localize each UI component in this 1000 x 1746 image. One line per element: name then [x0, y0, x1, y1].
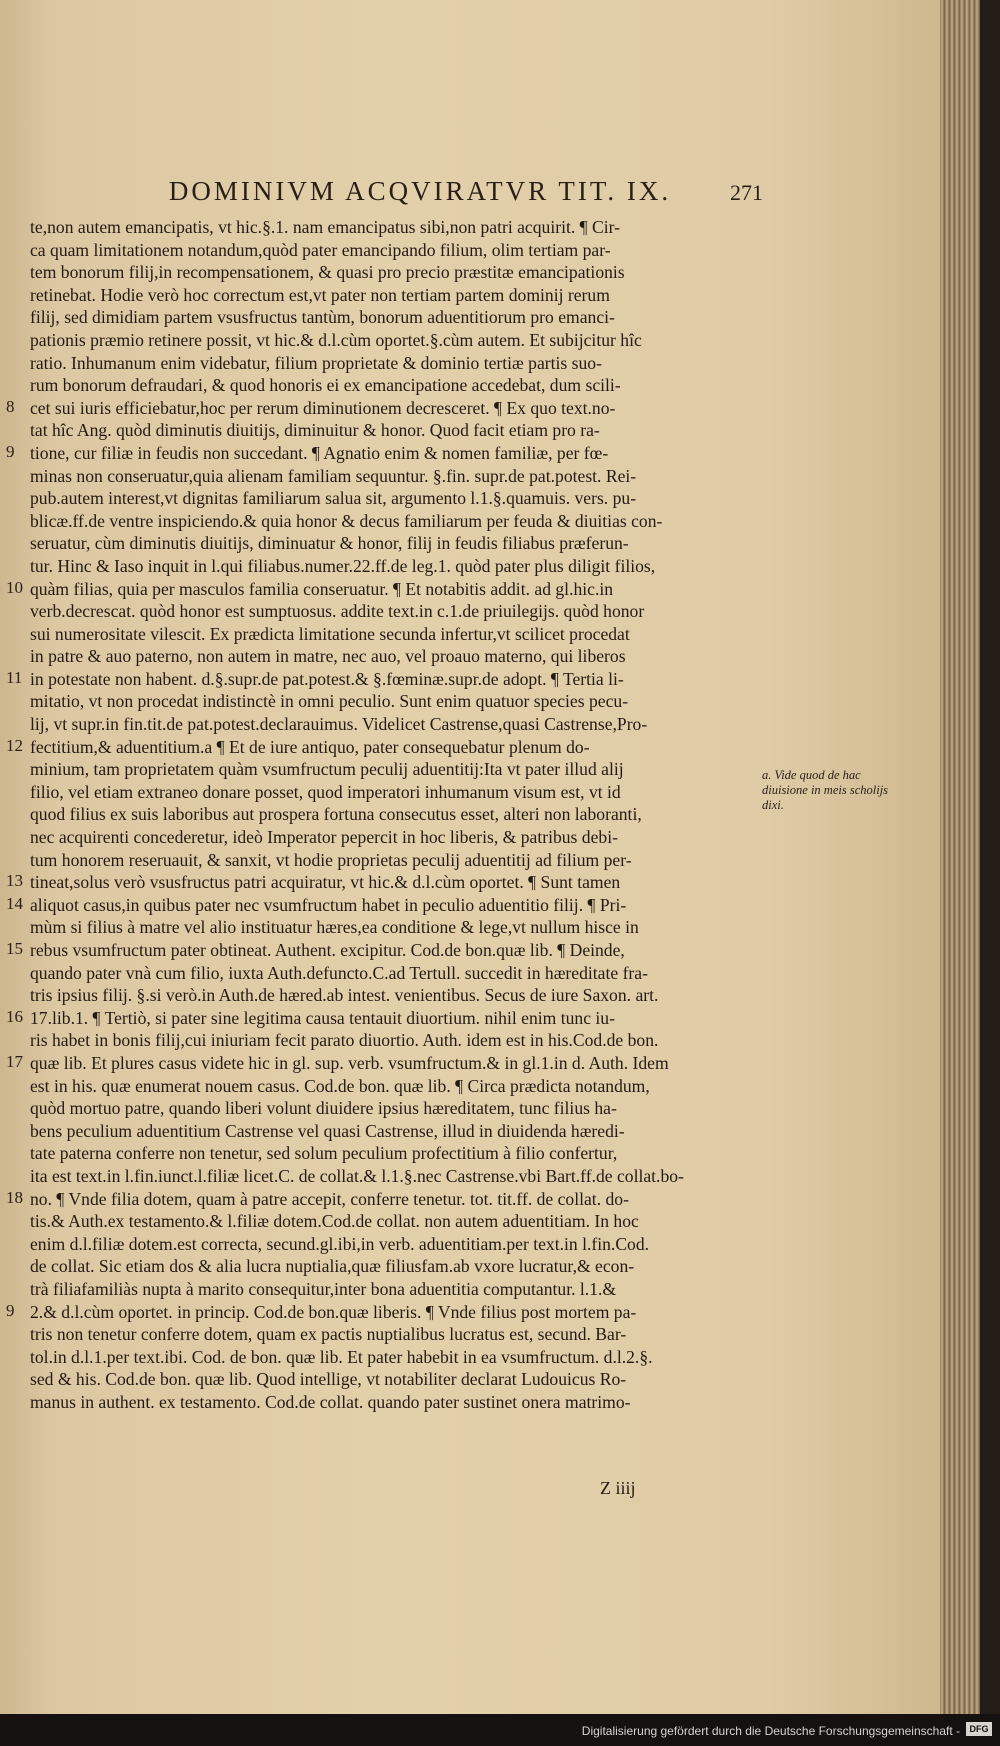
body-line: bens peculium aduentitium Castrense vel quasi Castrense, illud in diuidenda hæredi- — [30, 1120, 625, 1141]
body-line: nec acquirenti concederetur, ideò Imperator pepercit in hoc liberis, & patribus debi- — [30, 827, 618, 848]
body-line: tis.& Auth.ex testamento.& l.filiæ dotem.Cod.de collat. non autem aduentitiam. In hoc — [30, 1211, 639, 1232]
body-line: trà filiafamiliàs nupta à marito consequitur,inter bona aduentitia computantur. l.1.& — [30, 1278, 617, 1299]
margin-number: 13 — [6, 871, 23, 891]
footer-credit: Digitalisierung gefördert durch die Deutsche Forschungsgemeinschaft - — [581, 1724, 960, 1738]
body-line: lij, vt supr.in fin.tit.de pat.potest.declarauimus. Videlicet Castrense,quasi Castrense,Pro- — [30, 714, 648, 735]
body-line: ca quam limitationem notandum,quòd pater emancipando filium, olim tertiam par- — [30, 239, 611, 260]
body-line: tris ipsius filij. §.si verò.in Auth.de hæred.ab intest. venientibus. Secus de iure Saxon. art. — [30, 985, 659, 1006]
margin-numbers — [6, 216, 30, 1466]
body-line: ratio. Inhumanum enim videbatur, filium proprietate & dominio tertiæ partis suo- — [30, 352, 602, 373]
body-text — [30, 216, 770, 1466]
signature-mark: Z iiij — [600, 1478, 636, 1498]
body-line: quòd mortuo patre, quando liberi volunt diuidere ipsius hæreditatem, tunc filius ha- — [30, 1098, 617, 1119]
body-line: enim d.l.filiæ dotem.est correcta, secund.gl.ibi,in verb. aduentitiam.per text.in l.fin.Cod. — [30, 1233, 650, 1254]
body-line: quod filius ex suis laboribus aut prospera fortuna consecutus esset, alteri non laboranti, — [30, 804, 642, 825]
body-line: pationis præmio retinere possit, vt hic.& d.l.cùm oportet.§.cùm autem. Et subijcitur hîc — [30, 329, 642, 350]
body-line: quando pater vnà cum filio, iuxta Auth.defuncto.C.ad Tertull. succedit in hæreditate fra- — [30, 962, 648, 983]
body-line: minas non conseruatur,quia alienam familiam sequuntur. §.fin. supr.de pat.potest. Rei- — [30, 465, 637, 486]
side-note: a. Vide quod de hac diuisione in meis scholijs dixi. — [762, 768, 889, 812]
body-line: tem bonorum filij,in recompensationem, & quasi pro precio præstitæ emancipationis — [30, 262, 625, 283]
margin-number: 18 — [6, 1187, 23, 1207]
margin-number: 10 — [6, 577, 23, 597]
margin-number: 8 — [6, 396, 15, 416]
body-line: tate paterna conferre non tenetur, sed solum peculium profectitium à filio confertur, — [30, 1143, 618, 1164]
body-line: tur. Hinc & Iaso inquit in l.qui filiabus.numer.22.ff.de leg.1. quòd pater plus diligit filios, — [30, 555, 656, 576]
body-line: in patre & auo paterno, non autem in matre, nec auo, vel proauo materno, qui liberos — [30, 646, 626, 667]
body-line: verb.decrescat. quòd honor est sumptuosus. addite text.in c.1.de priuilegijs. quòd honor — [30, 601, 645, 622]
body-line: aliquot casus,in quibus pater nec vsumfructum habet in peculio aduentitio filij. ¶ Pri- — [30, 894, 627, 915]
margin-number: 9 — [6, 442, 15, 461]
body-line: sui numerositate vilescit. Ex prædicta limitatione secunda infertur,vt scilicet procedat — [30, 623, 630, 644]
body-line: 17.lib.1. ¶ Tertiò, si pater sine legitima causa tentauit diuortium. nihil enim tunc iu- — [30, 1007, 615, 1028]
body-line: quæ lib. Et plures casus videte hic in gl. sup. verb. vsumfructum.& in gl.1.in d. Auth. Idem — [30, 1052, 669, 1073]
body-line: est in his. quæ enumerat nouem casus. Cod.de bon. quæ lib. ¶ Circa prædicta notandum, — [30, 1075, 650, 1096]
margin-number: 14 — [6, 894, 23, 913]
body-line: ita est text.in l.fin.iunct.l.filiæ licet.C. de collat.& l.1.§.nec Castrense.vbi Bart.ff.de collat.bo- — [30, 1165, 684, 1186]
body-line: 2.& d.l.cùm oportet. in princip. Cod.de bon.quæ liberis. ¶ Vnde filius post mortem pa- — [30, 1301, 637, 1322]
page-edges — [940, 0, 980, 1714]
running-head: DOMINIVM ACQVIRATVR TIT. IX. — [168, 176, 672, 206]
body-line: tris non tenetur conferre dotem, quam ex pactis nuptialibus lucratus est, secund. Bar- — [30, 1324, 627, 1345]
body-line: tum honorem reseruauit, & sanxit, vt hodie proprietas peculij aduentitij ad filium per- — [30, 849, 632, 870]
body-line: ris habet in bonis filij,cui iniuriam fecit parato diuortio. Auth. idem est in his.Cod.de bon. — [30, 1030, 659, 1051]
body-line: te,non autem emancipatis, vt hic.§.1. nam emancipatus sibi,non patri acquirit. ¶ Cir- — [30, 217, 621, 237]
body-line: mitatio, vt non procedat indistinctè in omni peculio. Sunt enim quatuor species pecu- — [30, 691, 629, 712]
dfg-logo: DFG — [966, 1722, 992, 1736]
body-line: tione, cur filiæ in feudis non succedant. ¶ Agnatio enim & nomen familiæ, per fœ- — [30, 442, 609, 463]
body-line: minium, tam proprietatem quàm vsumfructum peculij aduentitij:Ita vt pater illud alij — [30, 759, 624, 780]
body-line: blicæ.ff.de ventre inspiciendo.& quia honor & decus familiarum per feuda & diuitias con- — [30, 510, 663, 531]
body-line: tat hîc Ang. quòd diminutis diuitijs, diminuitur & honor. Quod facit etiam pro ra- — [30, 420, 600, 441]
body-line: quàm filias, quia per masculos familia conseruatur. ¶ Et notabitis addit. ad gl.hic.in — [30, 578, 614, 599]
body-line: no. ¶ Vnde filia dotem, quam à patre accepit, conferre tenetur. tot. tit.ff. de collat. do- — [30, 1188, 629, 1209]
body-line: filij, sed dimidiam partem vsusfructus tantùm, bonorum aduentitiorum pro emanci- — [30, 307, 615, 328]
margin-number: 11 — [6, 668, 23, 687]
margin-number: 15 — [6, 939, 23, 959]
margin-number: 12 — [6, 735, 23, 755]
body-line: cet sui iuris efficiebatur,hoc per rerum diminutionem decresceret. ¶ Ex quo text.no- — [30, 397, 616, 418]
body-line: pub.autem interest,vt dignitas familiarum salua sit, argumento l.1.§.quamuis. vers. pu- — [30, 488, 637, 509]
body-line: manus in authent. ex testamento. Cod.de collat. quando pater sustinet onera matrimo- — [30, 1391, 631, 1412]
margin-number: 16 — [6, 1007, 23, 1026]
body-line: rum bonorum defraudari, & quod honoris ei ex emancipatione accedebat, dum scili- — [30, 375, 621, 396]
folio-number: 271 — [730, 180, 763, 205]
body-line: de collat. Sic etiam dos & alia lucra nuptialia,quæ filiusfam.ab vxore lucratur,& econ- — [30, 1256, 635, 1277]
body-line: retinebat. Hodie verò hoc correctum est,vt pater non tertiam partem dominij rerum — [30, 284, 610, 305]
margin-number: 17 — [6, 1052, 23, 1072]
body-line: in potestate non habent. d.§.supr.de pat.potest.& §.fœminæ.supr.de adopt. ¶ Tertia li- — [30, 668, 624, 689]
body-line: tineat,solus verò vsusfructus patri acquiratur, vt hic.& d.l.cùm oportet. ¶ Sunt tamen — [30, 872, 621, 893]
body-line: fectitium,& aduentitium.a ¶ Et de iure antiquo, pater consequebatur plenum do- — [30, 736, 590, 757]
body-line: sed & his. Cod.de bon. quæ lib. Quod intellige, vt notabiliter declarat Ludouicus Ro- — [30, 1369, 627, 1390]
margin-number: 9 — [6, 1300, 15, 1320]
body-line: tol.in d.l.1.per text.ibi. Cod. de bon. quæ lib. Et pater habebit in ea vsumfructum. d.l.2.§. — [30, 1346, 653, 1367]
body-line: rebus vsumfructum pater obtineat. Authent. excipitur. Cod.de bon.quæ lib. ¶ Deinde, — [30, 940, 625, 960]
body-line: filio, vel etiam extraneo donare posset, quod imperatori inhumanum visum est, vt id — [30, 781, 621, 802]
body-line: mùm si filius à matre vel alio instituatur hæres,ea conditione & lege,vt nullum hisce in — [30, 917, 639, 938]
body-line: seruatur, cùm diminutis diuitijs, diminuatur & honor, filij in feudis filiabus præferun- — [30, 533, 629, 554]
